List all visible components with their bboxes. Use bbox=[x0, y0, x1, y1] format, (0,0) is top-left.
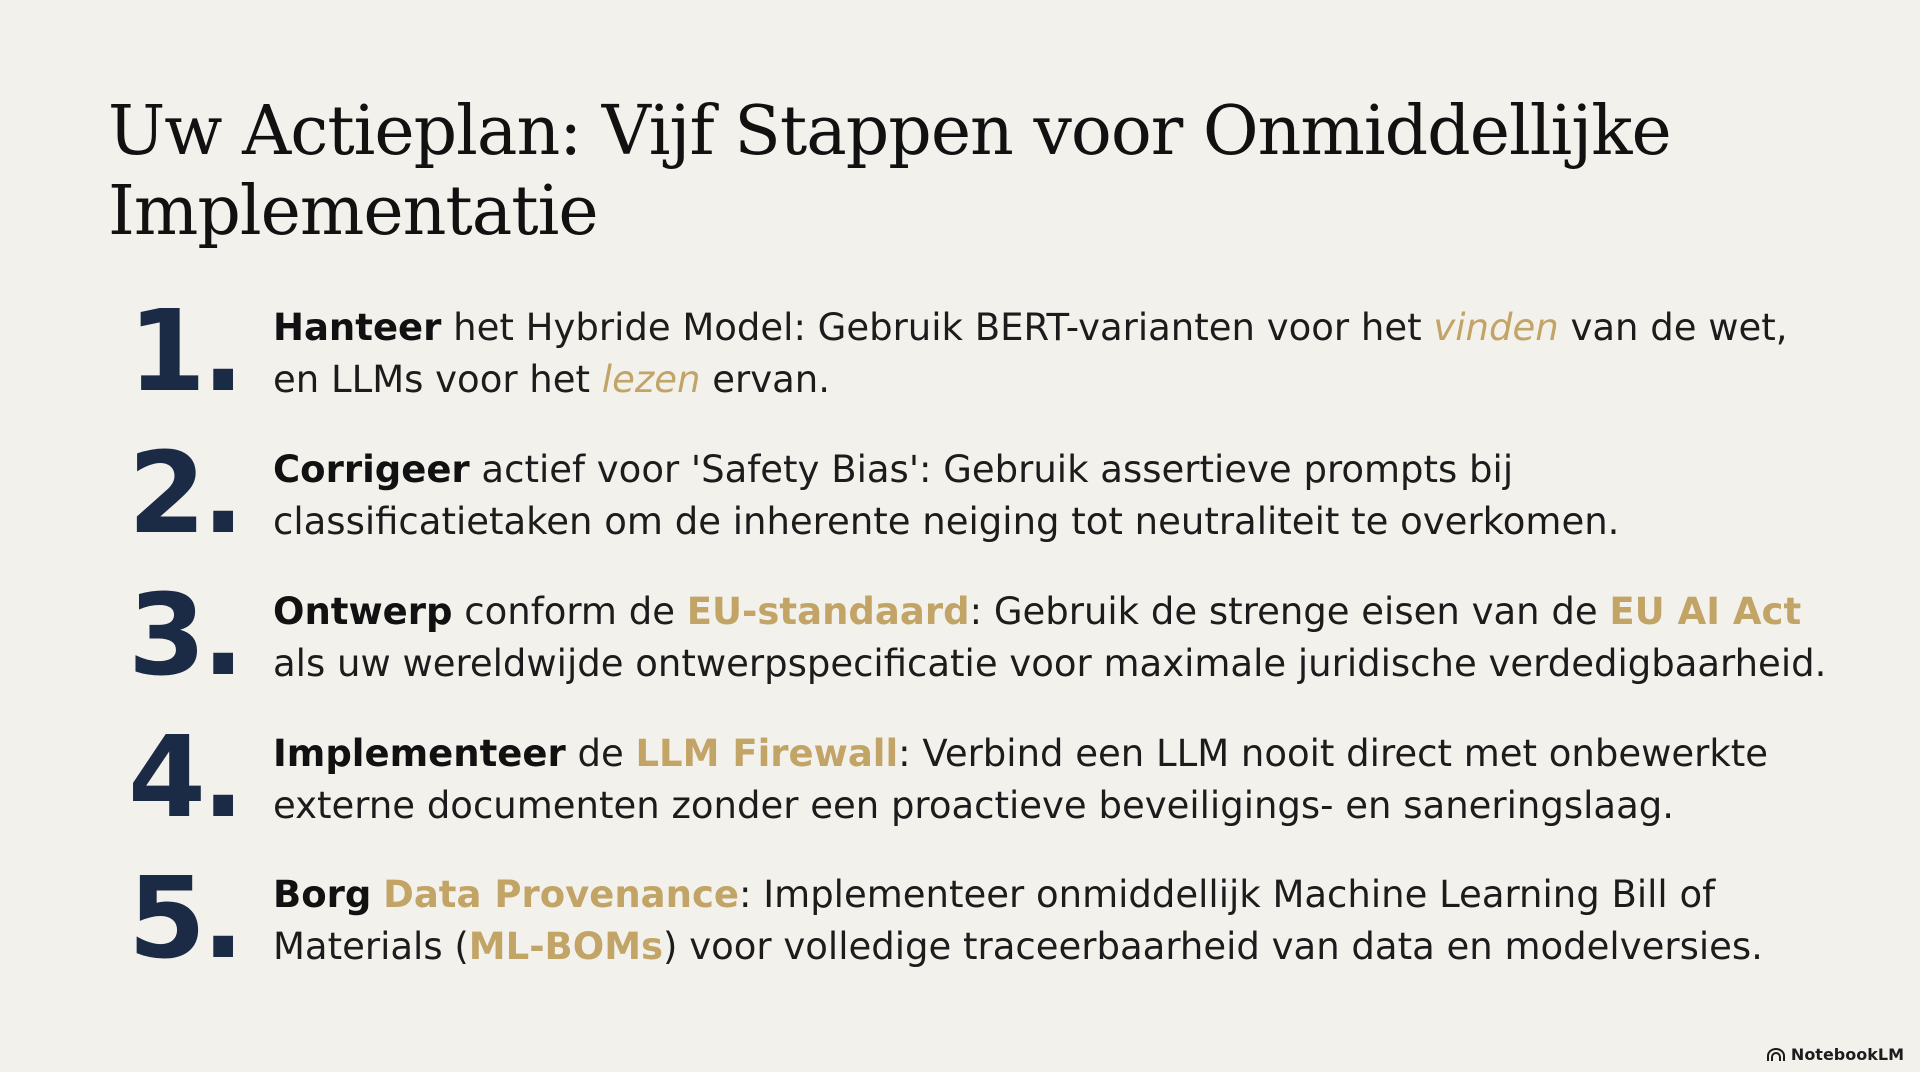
step-text-segment: ML-BOMs bbox=[468, 925, 664, 968]
step-text-segment: Implementeer bbox=[273, 732, 566, 775]
slide-title: Uw Actieplan: Vijf Stappen voor Onmiddellijke Implementatie bbox=[108, 92, 1671, 251]
step-text-segment: Data Provenance bbox=[383, 873, 740, 916]
step-3 bbox=[0, 571, 1920, 706]
step-text-segment: Ontwerp bbox=[273, 590, 453, 633]
step-text-segment: Borg bbox=[273, 873, 372, 916]
step-text-segment: als uw wereldwijde ontwerpspecificatie voor maximale juridische verdedigbaarheid. bbox=[273, 642, 1827, 685]
step-text-segment: LLM Firewall bbox=[635, 732, 899, 775]
step-text-segment: EU-standaard bbox=[686, 590, 970, 633]
step-1 bbox=[0, 287, 1920, 422]
step-text-segment: ervan. bbox=[700, 358, 831, 401]
step-number: 2. bbox=[128, 429, 241, 559]
step-number: 5. bbox=[128, 854, 241, 984]
step-number: 1. bbox=[128, 287, 241, 417]
step-text bbox=[273, 586, 1833, 690]
step-text-segment: : Implementeer onmiddellijk Machine Learning Bill of Materials ( bbox=[273, 873, 1716, 968]
notebooklm-brand bbox=[1767, 1045, 1904, 1064]
step-2 bbox=[0, 429, 1920, 564]
step-number: 3. bbox=[128, 571, 241, 701]
step-text-segment: Corrigeer bbox=[273, 448, 470, 491]
step-text-segment: de bbox=[565, 732, 636, 775]
step-text-segment bbox=[371, 873, 383, 916]
step-number: 4. bbox=[128, 713, 241, 843]
step-text-segment: actief voor 'Safety Bias': Gebruik assertieve prompts bij classificatietaken om de inherente neiging tot neutraliteit te overkomen. bbox=[273, 448, 1620, 543]
step-text bbox=[273, 302, 1833, 406]
step-text-segment: : Verbind een LLM nooit direct met onbewerkte externe documenten zonder een proactieve beveiligings- en saneringslaag. bbox=[273, 732, 1769, 827]
step-text-segment: Hanteer bbox=[273, 306, 442, 349]
step-text bbox=[273, 444, 1833, 548]
step-text-segment: het Hybride Model: Gebruik BERT-varianten voor het bbox=[441, 306, 1434, 349]
step-5 bbox=[0, 854, 1920, 989]
notebooklm-logo-icon bbox=[1767, 1048, 1785, 1062]
step-text-segment: lezen bbox=[601, 358, 701, 401]
step-text bbox=[273, 869, 1833, 973]
step-text-segment: ) voor volledige traceerbaarheid van data en modelversies. bbox=[663, 925, 1763, 968]
step-text-segment: van de wet, en LLMs voor het bbox=[273, 306, 1788, 401]
step-text-segment: EU AI Act bbox=[1609, 590, 1802, 633]
step-text-segment: vinden bbox=[1433, 306, 1559, 349]
step-4 bbox=[0, 713, 1920, 848]
brand-label: NotebookLM bbox=[1790, 1045, 1904, 1064]
step-text-segment: : Gebruik de strenge eisen van de bbox=[969, 590, 1610, 633]
step-text bbox=[273, 728, 1833, 832]
step-text-segment: conform de bbox=[452, 590, 687, 633]
